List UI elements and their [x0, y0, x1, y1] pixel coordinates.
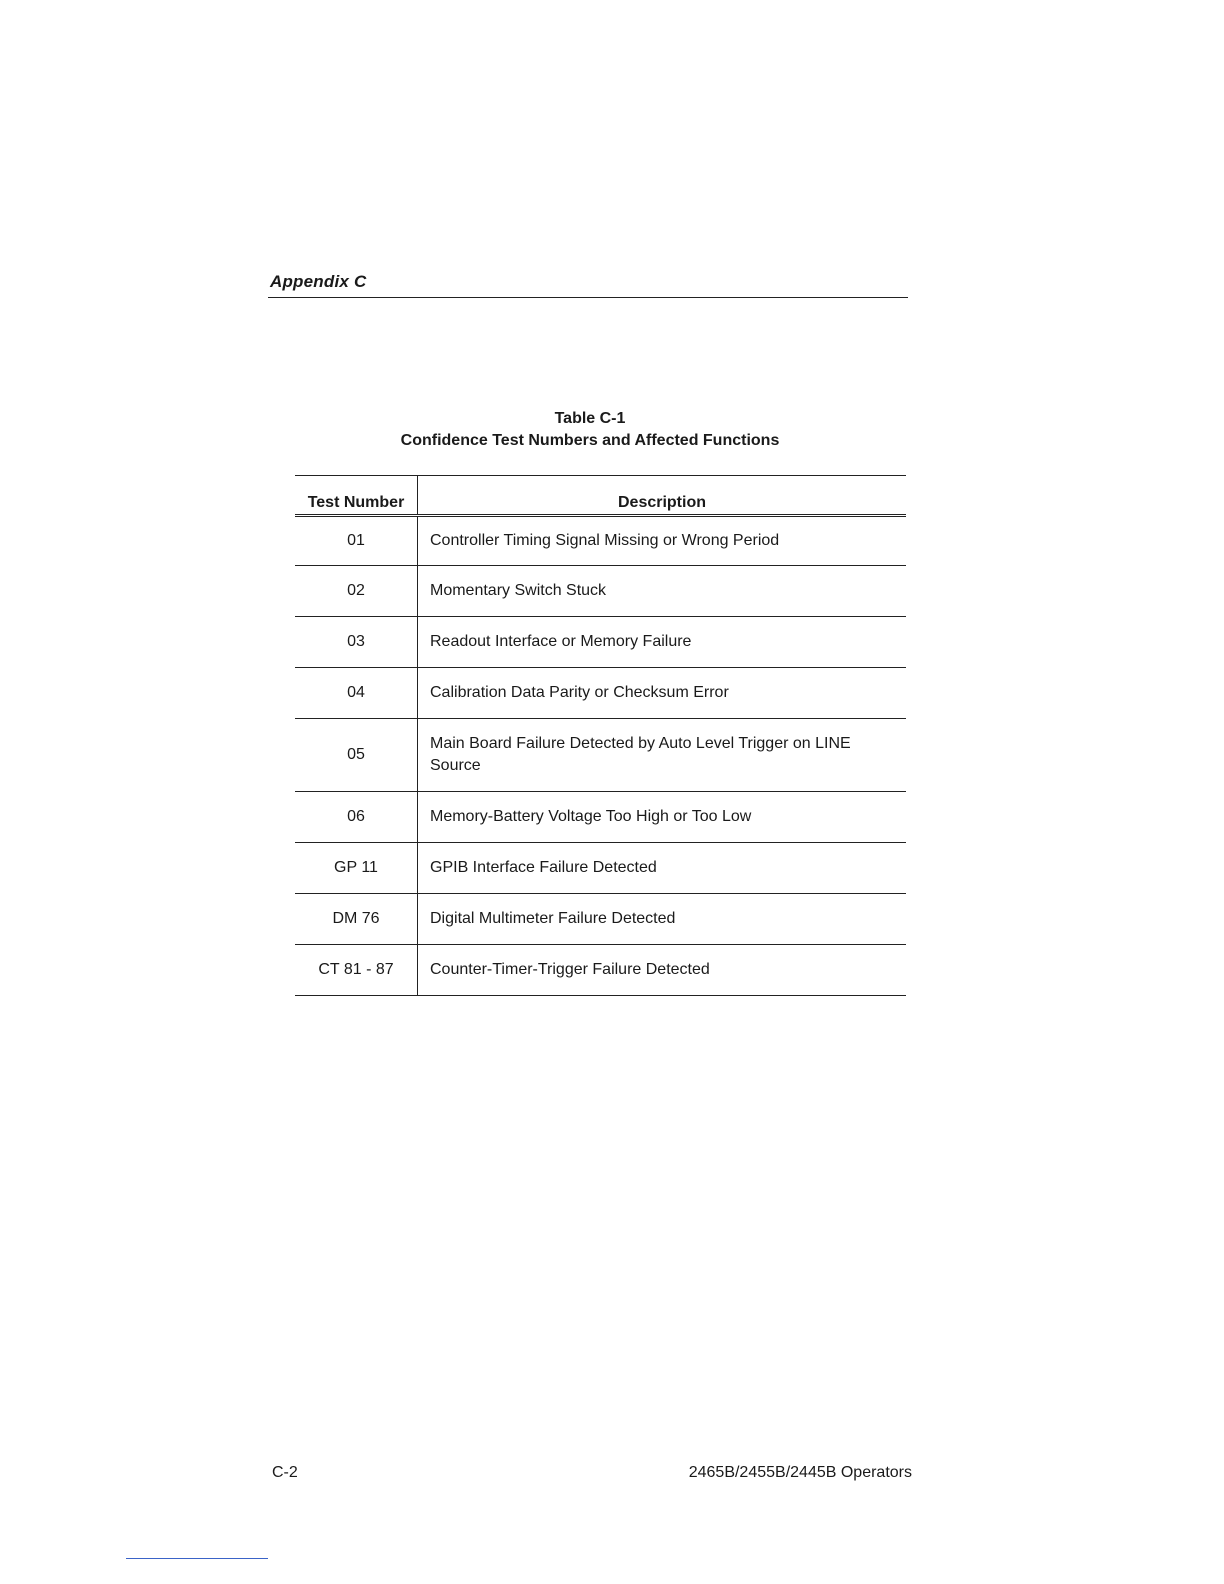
table-row	[295, 516, 906, 566]
description-cell: GPIB Interface Failure Detected	[418, 843, 907, 894]
test-number-cell: 05	[295, 719, 418, 792]
test-number-cell: 03	[295, 617, 418, 668]
description-cell: Counter-Timer-Trigger Failure Detected	[418, 945, 907, 996]
description-cell: Digital Multimeter Failure Detected	[418, 894, 907, 945]
column-header-test-number: Test Number	[295, 476, 418, 516]
table-row	[295, 792, 906, 843]
page-number: C-2	[272, 1464, 298, 1481]
description-cell: Main Board Failure Detected by Auto Level Trigger on LINE Source	[418, 719, 907, 792]
description-cell: Calibration Data Parity or Checksum Error	[418, 668, 907, 719]
appendix-heading: Appendix C	[270, 272, 367, 291]
table-row	[295, 945, 906, 996]
table-header-row	[295, 476, 906, 516]
column-header-description: Description	[418, 476, 907, 516]
description-cell: Readout Interface or Memory Failure	[418, 617, 907, 668]
table-number: Table C-1	[554, 410, 626, 427]
header-divider	[268, 297, 908, 298]
test-number-cell: 06	[295, 792, 418, 843]
table-row	[295, 668, 906, 719]
table-row	[295, 617, 906, 668]
description-cell: Controller Timing Signal Missing or Wrong Period	[418, 516, 907, 566]
table-row	[295, 566, 906, 617]
confidence-test-table	[295, 475, 906, 996]
table-title: Confidence Test Numbers and Affected Functions	[400, 432, 780, 449]
table-row	[295, 719, 906, 792]
description-cell: Memory-Battery Voltage Too High or Too Low	[418, 792, 907, 843]
test-number-cell: 01	[295, 516, 418, 566]
description-cell: Momentary Switch Stuck	[418, 566, 907, 617]
test-number-cell: GP 11	[295, 843, 418, 894]
manual-title: 2465B/2455B/2445B Operators	[688, 1464, 912, 1481]
test-number-cell: 04	[295, 668, 418, 719]
test-number-cell: CT 81 - 87	[295, 945, 418, 996]
test-number-cell: 02	[295, 566, 418, 617]
bottom-edge-line	[126, 1558, 268, 1559]
table-row	[295, 843, 906, 894]
table-row	[295, 894, 906, 945]
test-number-cell: DM 76	[295, 894, 418, 945]
